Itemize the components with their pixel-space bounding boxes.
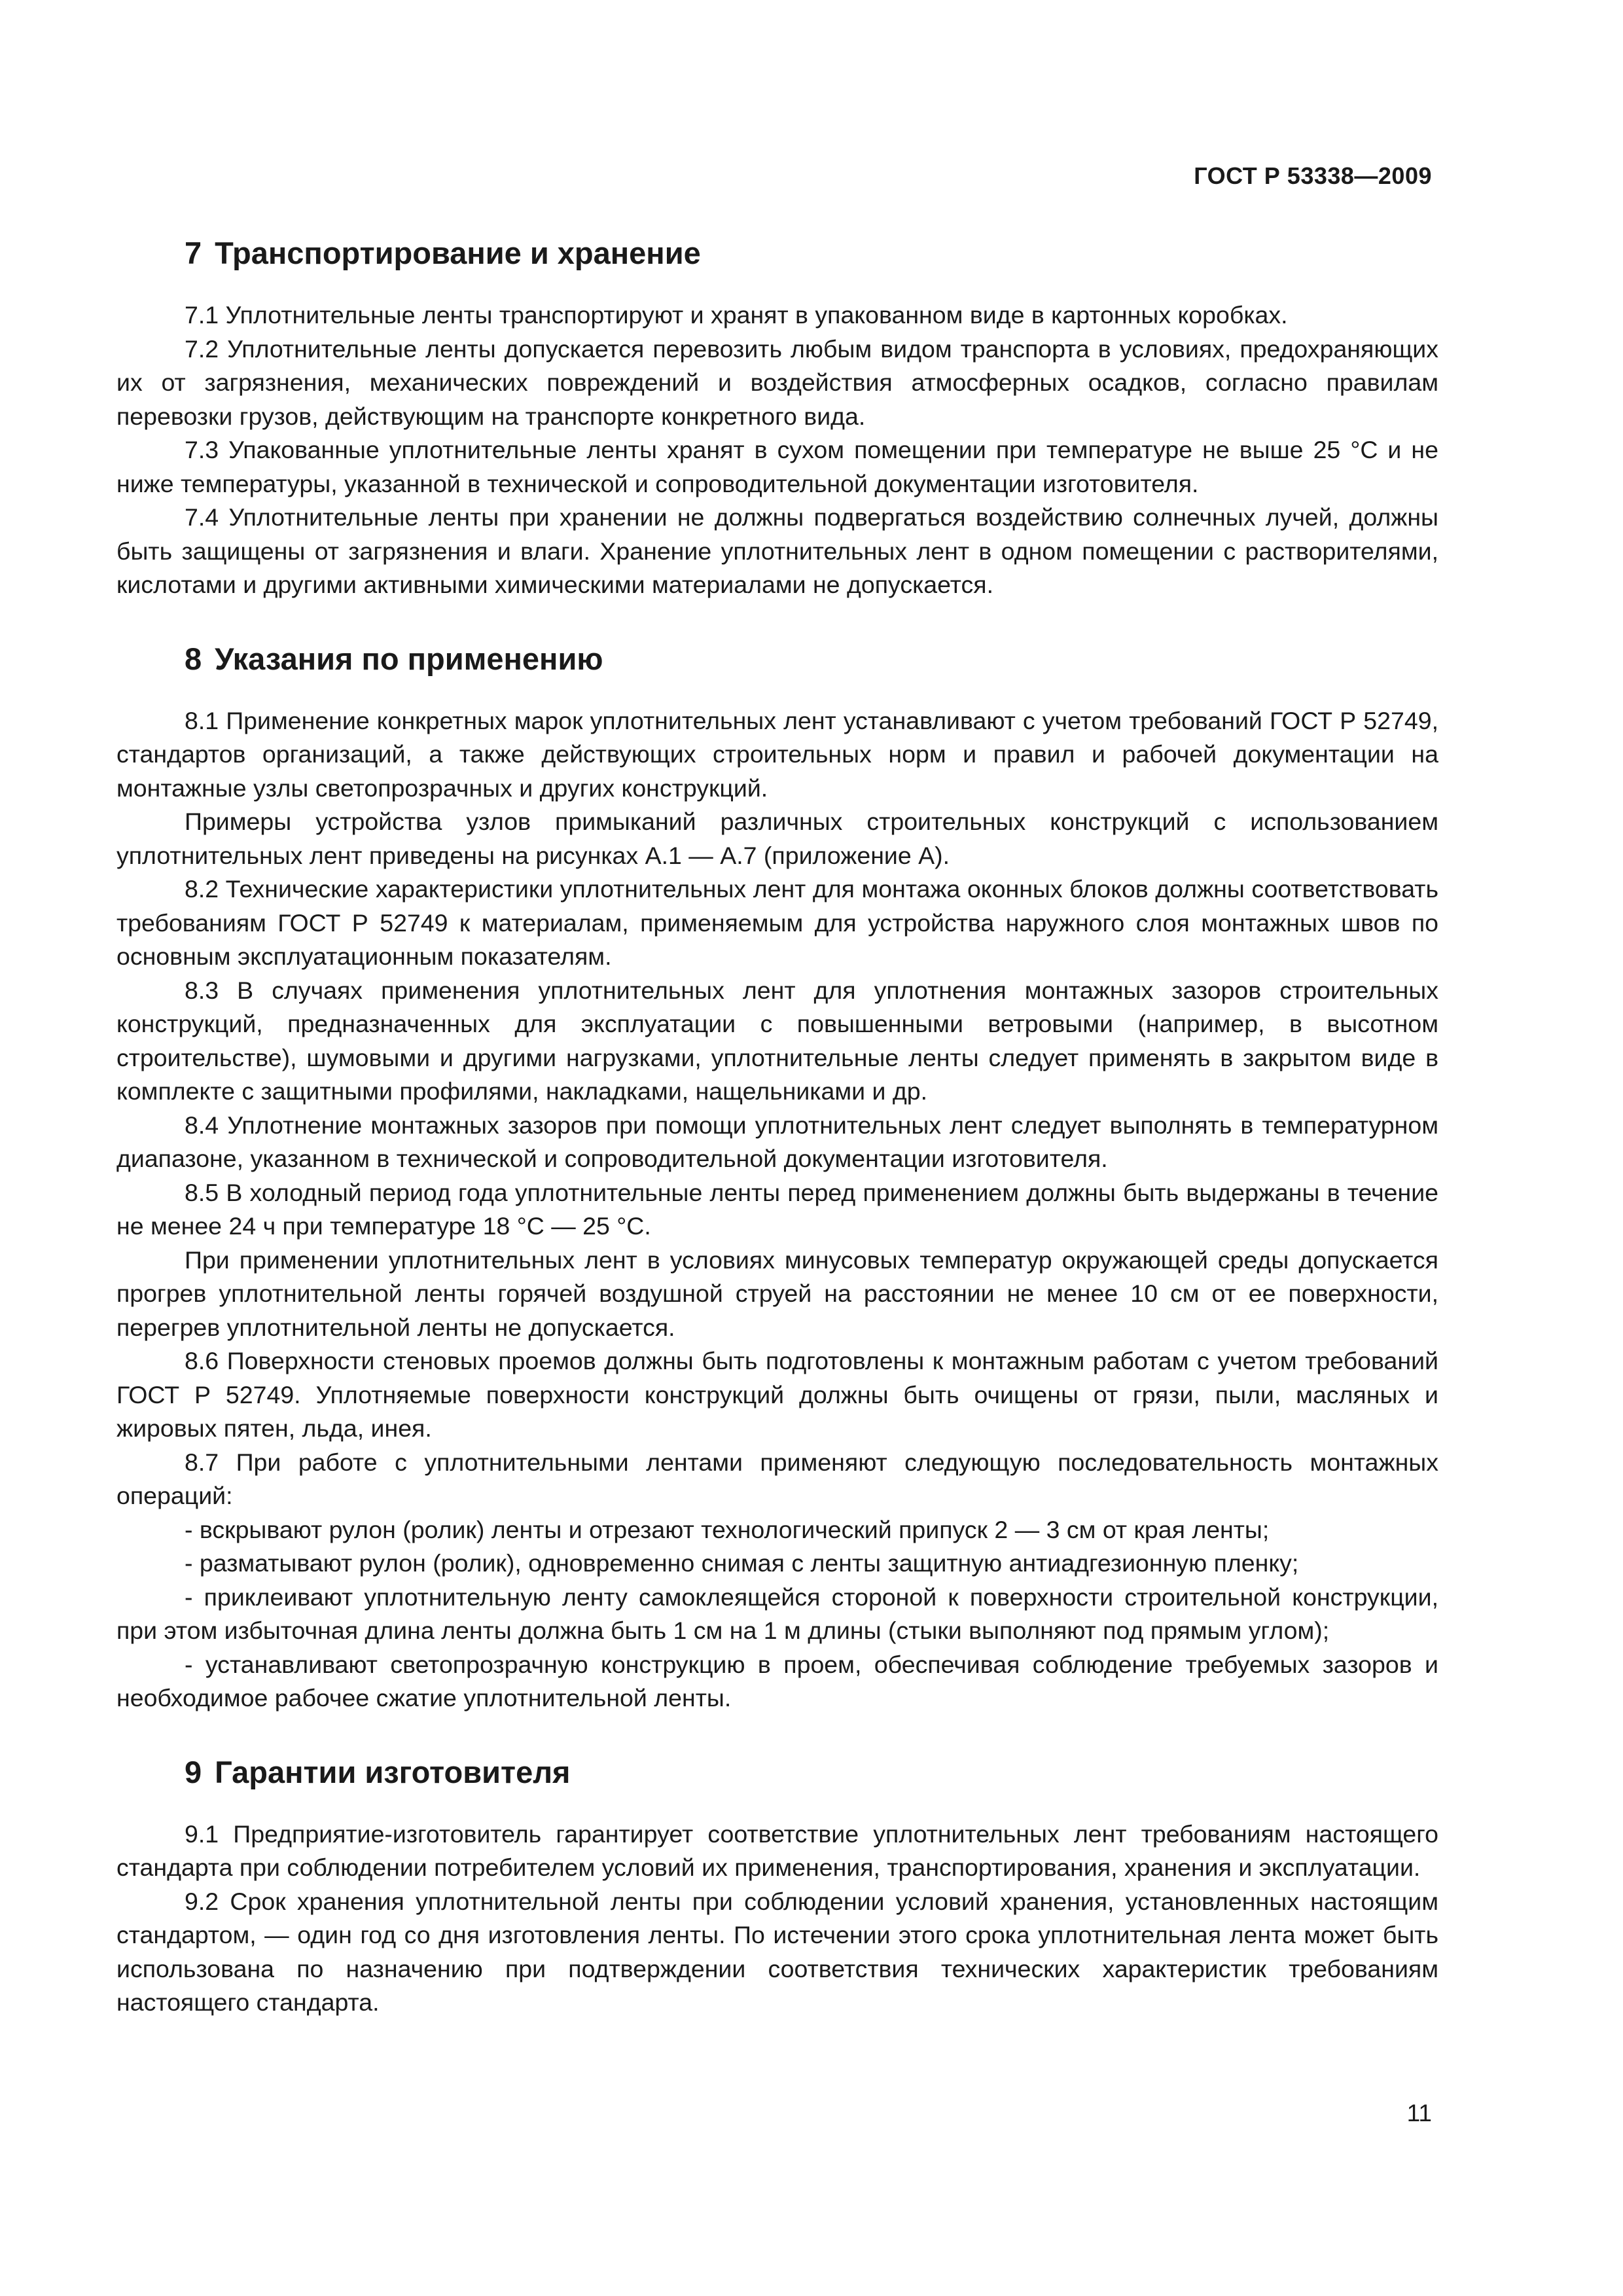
section-heading [116,641,1438,677]
paragraph: 9.2 Срок хранения уплотнительной ленты при соблюдении условий хранения, установленных настоящим стандартом, — один год со дня изготовления ленты. По истечении этого срока уплотнительная лента может быть использована по назначению при подтверждении соответствия технических характеристик требованиям настоящего стандарта. [116,1887,1438,2017]
section-title: Указания по применению [215,641,603,676]
section-title: Транспортирование и хранение [215,236,701,270]
section-heading [116,236,1438,271]
list-item: - вскрывают рулон (ролик) ленты и отрезают технологический припуск 2 — 3 см от края ленты; [185,1515,1270,1543]
paragraph: При применении уплотнительных лент в условиях минусовых температур окружающей среды допускается прогрев уплотнительной ленты горячей воздушной струей на расстоянии не менее 10 см от ее поверхности, перегрев уплотнительной ленты не допускается. [116,1246,1438,1341]
section-number: 8 [185,641,202,676]
page-number: 11 [1406,2100,1432,2126]
paragraph: 8.6 Поверхности стеновых проемов должны быть подготовлены к монтажным работам с учетом требований ГОСТ Р 52749. Уплотняемые поверхности конструкций должны быть очищены от грязи, пыли, масляных и жировых пятен, льда, инея. [116,1347,1438,1443]
section-number: 9 [185,1754,202,1789]
paragraph: Примеры устройства узлов примыканий различных строительных конструкций с использованием уплотнительных лент приведены на рисунках А.1 — А.7 (приложение А). [116,808,1438,869]
paragraph: 7.4 Уплотнительные ленты при хранении не должны подвергаться воздействию солнечных лучей, должны быть защищены от загрязнения и влаги. Хранение уплотнительных лент в одном помещении с растворителями, кислотами и другими активными химическими материалами не допускается. [116,503,1438,599]
paragraph: 7.3 Упакованные уплотнительные ленты хранят в сухом помещении при температуре не выше 25 °С и не ниже температуры, указанной в технической и сопроводительной документации изготовителя. [116,436,1438,497]
paragraph: 8.2 Технические характеристики уплотнительных лент для монтажа оконных блоков должны соответствовать требованиям ГОСТ Р 52749 к материалам, применяемым для устройства наружного слоя монтажных швов по основным эксплуатационным показателям. [116,875,1438,971]
list-item: - устанавливают светопрозрачную конструкцию в проем, обеспечивая соблюдение требуемых зазоров и необходимое рабочее сжатие уплотнительной ленты. [116,1650,1438,1712]
paragraph: 8.5 В холодный период года уплотнительные ленты перед применением должны быть выдержаны в течение не менее 24 ч при температуре 18 °С — 25 °С. [116,1178,1438,1240]
section-number: 7 [185,236,202,270]
section-7 [116,236,1438,602]
paragraph: 7.1 Уплотнительные ленты транспортируют и хранят в упакованном виде в картонных коробках. [185,301,1288,329]
paragraph: 8.3 В случаях применения уплотнительных лент для уплотнения монтажных зазоров строительных конструкций, предназначенных для эксплуатации с повышенными ветровыми (например, в высотном строительстве), шумовыми и другими нагрузками, уплотнительные ленты следует применять в закрытом виде в комплекте с защитными профилями, накладками, нащельниками и др. [116,976,1438,1105]
section-title: Гарантии изготовителя [215,1754,571,1789]
list-item: - приклеивают уплотнительную ленту самоклеящейся стороной к поверхности строительной конструкции, при этом избыточная длина ленты должна быть 1 см на 1 м длины (стыки выполняют под прямым углом); [116,1583,1438,1645]
document-body [116,236,1438,2059]
section-heading [116,1755,1438,1790]
paragraph: 7.2 Уплотнительные ленты допускается перевозить любым видом транспорта в условиях, предохраняющих их от загрязнения, механических повреждений и воздействия атмосферных осадков, согласно правилам перевозки грузов, действующим на транспорте конкретного вида. [116,334,1438,430]
paragraph: 8.7 При работе с уплотнительными лентами применяют следующую последовательность монтажных операций: [116,1448,1438,1510]
paragraph: 8.1 Применение конкретных марок уплотнительных лент устанавливают с учетом требований ГОСТ Р 52749, стандартов организаций, а также действующих строительных норм и правил и рабочей документации на монтажные узлы светопрозрачных и других конструкций. [116,706,1438,802]
document-code: ГОСТ Р 53338—2009 [1194,162,1432,189]
list-item: - разматывают рулон (ролик), одновременно снимая с ленты защитную антиадгезионную пленку; [185,1549,1299,1577]
paragraph: 8.4 Уплотнение монтажных зазоров при помощи уплотнительных лент следует выполнять в температурном диапазоне, указанном в технической и сопроводительной документации изготовителя. [116,1111,1438,1173]
section-9 [116,1755,1438,2020]
section-8 [116,641,1438,1715]
paragraph: 9.1 Предприятие-изготовитель гарантирует соответствие уплотнительных лент требованиям настоящего стандарта при соблюдении потребителем условий их применения, транспортирования, хранения и эксплуатации. [116,1820,1438,1882]
